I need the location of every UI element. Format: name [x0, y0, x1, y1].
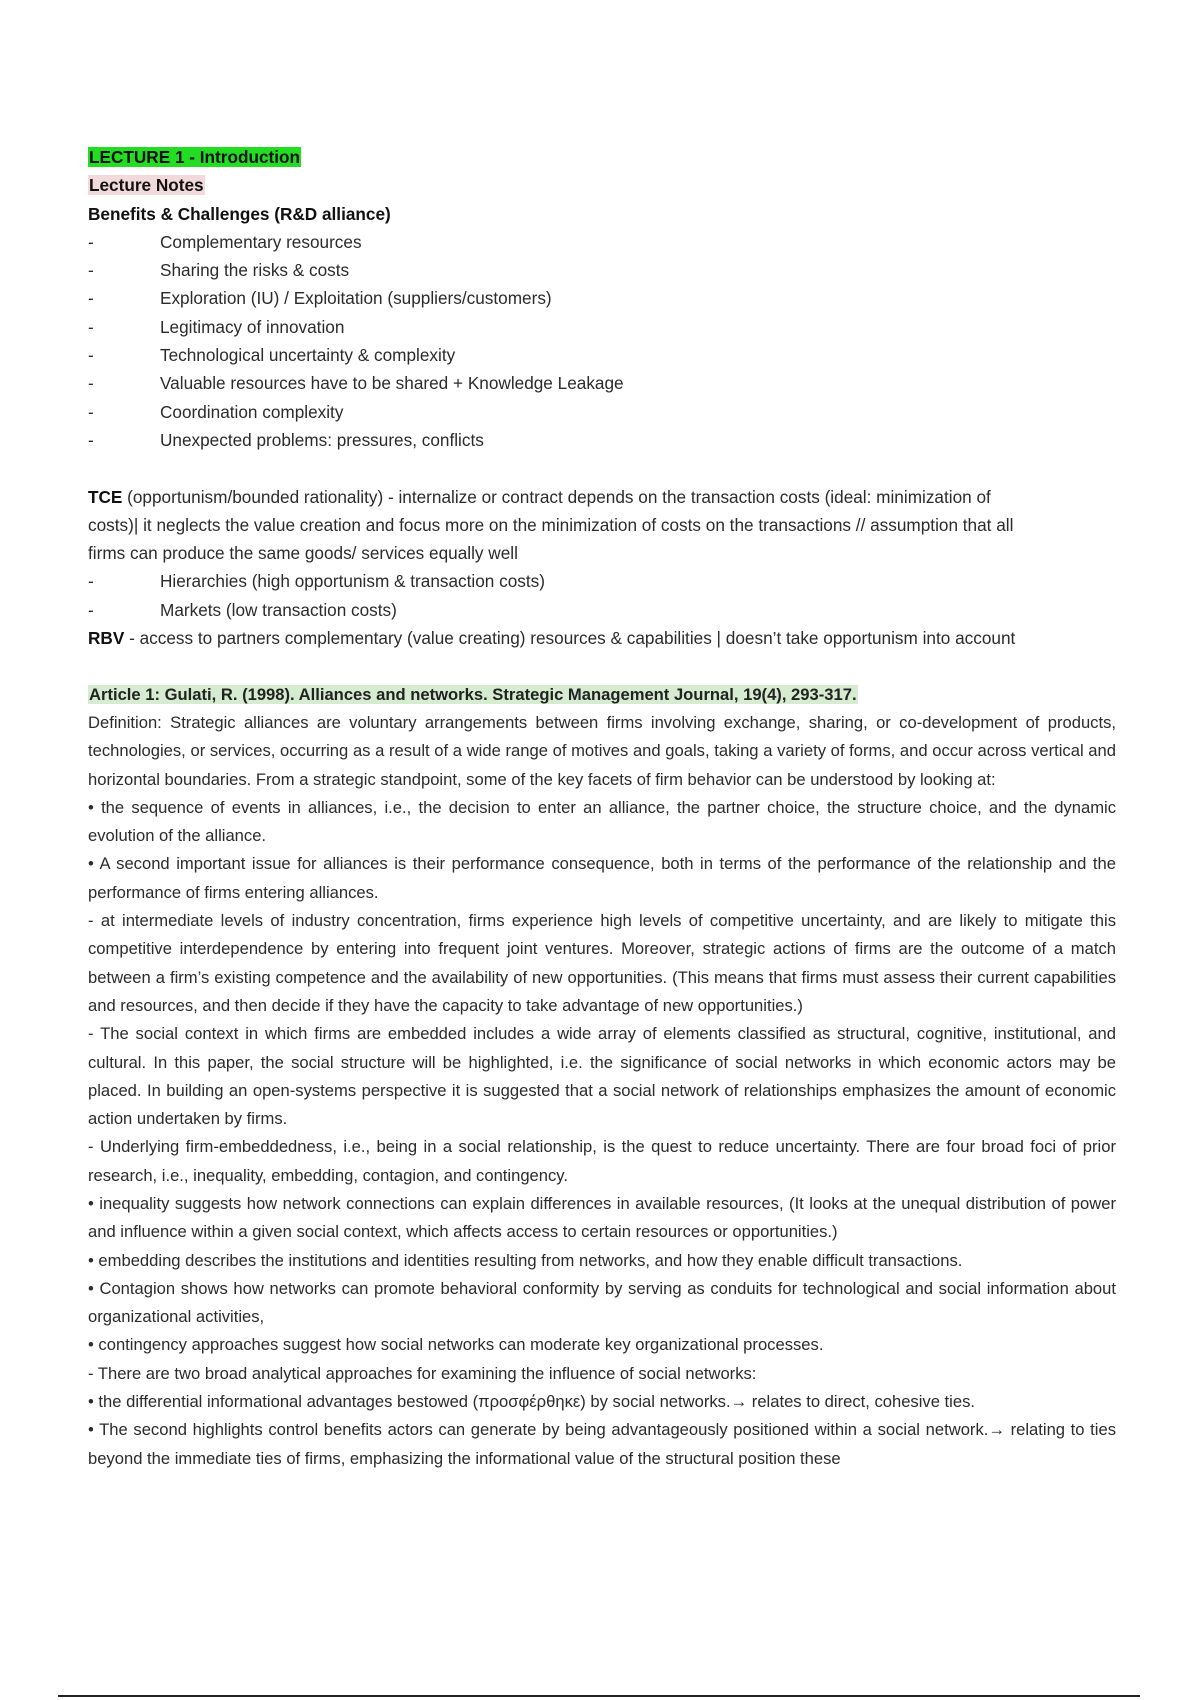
list-item: - Complementary resources	[88, 231, 362, 252]
article-heading-line	[88, 681, 1116, 709]
list-item: - Unexpected problems: pressures, conflicts	[88, 429, 484, 450]
benefits-heading: Benefits & Challenges (R&D alliance)	[88, 203, 391, 224]
article-paragraph: • embedding describes the institutions and identities resulting from networks, and how they enable difficult transactions.	[88, 1250, 963, 1270]
article-paragraph: - at intermediate levels of industry concentration, firms experience high levels of competitive uncertainty, and are likely to mitigate this competitive interdependence by entering into frequent joint ventures. Moreover, strategic actions of firms are the outcome of a match between a firm’s existing competence and the availability of new opportunities. (This means that firms must assess their current capabilities and resources, and then decide if they have the capacity to take advantage of new opportunities.)	[88, 911, 1116, 1015]
article-paragraph: • inequality suggests how network connections can explain differences in available resources, (It looks at the unequal distribution of power and influence within a given social context, which affects access to certain resources or opportunities.)	[88, 1193, 1116, 1242]
article-paragraph: - Underlying firm-embeddedness, i.e., being in a social relationship, is the quest to reduce uncertainty. There are four broad foci of prior research, i.e., inequality, embedding, contagion, and contingency.	[88, 1137, 1116, 1185]
document-page	[88, 143, 1116, 1473]
benefits-list	[88, 228, 1116, 454]
list-item: - Coordination complexity	[88, 401, 344, 422]
article-paragraph: - There are two broad analytical approaches for examining the influence of social networks:	[88, 1363, 757, 1383]
notes-heading: Lecture Notes	[89, 175, 204, 196]
article-paragraph: - The social context in which firms are embedded includes a wide array of elements classified as structural, cognitive, institutional, and cultural. In this paper, the social structure will be highlighted, i.e. the significance of social networks in which economic actors may be placed. In building an open-systems perspective it is suggested that a social network of relationships emphasizes the amount of economic action undertaken by firms.	[88, 1024, 1116, 1129]
article-paragraph: • the sequence of events in alliances, i.e., the decision to enter an alliance, the partner choice, the structure choice, and the dynamic evolution of the alliance.	[88, 797, 1116, 846]
lecture-heading: LECTURE 1 - Introduction	[89, 147, 301, 167]
lecture-heading-line	[88, 143, 1116, 171]
article-paragraph: • the differential informational advantages bestowed (προσφέρθηκε) by social networks.→ relates to direct, cohesive ties.	[88, 1392, 975, 1412]
tce-paragraph	[88, 483, 1116, 624]
tce-text-2: costs)| it neglects the value creation and focus more on the minimization of costs on the transactions // assumption that all	[88, 514, 1014, 535]
article-paragraph: • A second important issue for alliances is their performance consequence, both in terms of the performance of the relationship and the performance of firms entering alliances.	[88, 854, 1116, 902]
rbv-paragraph	[88, 624, 1116, 652]
list-item: - Legitimacy of innovation	[88, 316, 345, 337]
notes-heading-line	[88, 171, 1116, 199]
article-paragraph: • contingency approaches suggest how social networks can moderate key organizational processes.	[88, 1335, 824, 1355]
article-heading: Article 1: Gulati, R. (1998). Alliances and networks. Strategic Management Journal, 19(4), 293-317.	[89, 684, 857, 704]
list-item: - Markets (low transaction costs)	[88, 599, 397, 620]
list-item: - Valuable resources have to be shared + Knowledge Leakage	[88, 373, 624, 394]
list-item: - Technological uncertainty & complexity	[88, 345, 456, 366]
tce-text-3: firms can produce the same goods/ services equally well	[88, 543, 518, 564]
list-item: - Exploration (IU) / Exploitation (suppliers/customers)	[88, 288, 552, 309]
article-paragraph: Definition: Strategic alliances are voluntary arrangements between firms involving exchange, sharing, or co-development of products, technologies, or services, occurring as a result of a wide range of motives and goals, taking a variety of forms, and occur across vertical and horizontal boundaries. From a strategic standpoint, some of the key facets of firm behavior can be understood by looking at:	[88, 712, 1116, 789]
rbv-label: RBV	[88, 628, 125, 649]
rbv-text: - access to partners complementary (value creating) resources & capabilities | doesn’t take opportunism into account	[124, 628, 1016, 649]
list-item: - Sharing the risks & costs	[88, 260, 350, 281]
article-paragraph: • The second highlights control benefits actors can generate by being advantageously positioned within a social network.→ relating to ties beyond the immediate ties of firms, emphasizing the informational value of the structural position these	[88, 1420, 1116, 1468]
footer-rule	[58, 1695, 1140, 1697]
tce-text-1: (opportunism/bounded rationality) - internalize or contract depends on the transaction costs (ideal: minimization of	[122, 486, 991, 507]
article-body	[88, 709, 1116, 1473]
tce-label: TCE	[88, 486, 123, 507]
article-paragraph: • Contagion shows how networks can promote behavioral conformity by serving as conduits for technological and social information about organizational activities,	[88, 1278, 1116, 1327]
list-item: - Hierarchies (high opportunism & transaction costs)	[88, 571, 545, 592]
